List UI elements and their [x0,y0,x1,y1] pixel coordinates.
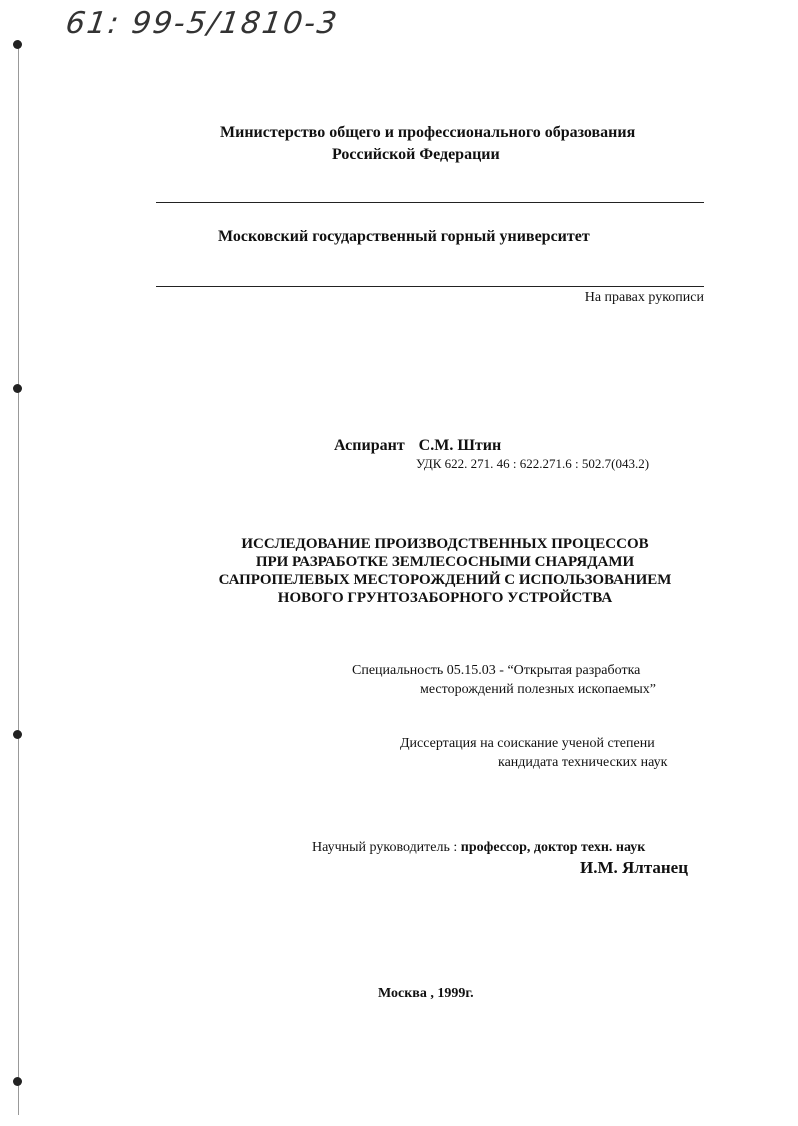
supervisor-line [312,840,645,856]
author-label: Аспирант [334,437,405,454]
binding-hole-mark [13,730,22,739]
university-name: Московский государственный горный университет [218,228,590,245]
supervisor-name: И.М. Ялтанец [580,858,689,877]
divider [156,286,704,287]
author-line [334,437,501,455]
title-line: НОВОГО ГРУНТОЗАБОРНОГО УСТРОЙСТВА [277,590,613,606]
specialty-line-2: месторождений полезных ископаемых” [420,682,657,697]
ministry-line-2: Российской Федерации [332,146,500,163]
ministry-line-1: Министерство общего и профессионального образования [220,124,636,141]
degree-line-2: кандидата технических наук [498,755,668,770]
binding-hole-mark [13,40,22,49]
rights-note: На правах рукописи [584,290,704,305]
title-line: САПРОПЕЛЕВЫХ МЕСТОРОЖДЕНИЙ С ИСПОЛЬЗОВАНИЕМ [218,572,672,588]
archive-code: 61: 99-5/1810-3 [63,6,341,41]
degree-statement [400,734,667,772]
udk-code: УДК 622. 271. 46 : 622.271.6 : 502.7(043.2) [416,456,650,471]
author-name: С.М. Штин [418,437,502,454]
specialty-line-1: Специальность 05.15.03 - “Открытая разработка [352,663,641,678]
binding-margin-line [18,40,19,1115]
title-line: ИССЛЕДОВАНИЕ ПРОИЗВОДСТВЕННЫХ ПРОЦЕССОВ [241,536,649,552]
supervisor-title: профессор, доктор техн. наук [460,840,646,855]
binding-hole-mark [13,384,22,393]
ministry-heading [220,122,635,166]
dissertation-title [160,535,730,607]
city-year: Москва , 1999г. [378,986,474,1001]
degree-line-1: Диссертация на соискание ученой степени [400,736,655,751]
specialty [352,661,656,699]
binding-hole-mark [13,1077,22,1086]
supervisor-label: Научный руководитель : [312,840,458,855]
title-line: ПРИ РАЗРАБОТКЕ ЗЕМЛЕСОСНЫМИ СНАРЯДАМИ [255,554,635,570]
divider [156,202,704,203]
